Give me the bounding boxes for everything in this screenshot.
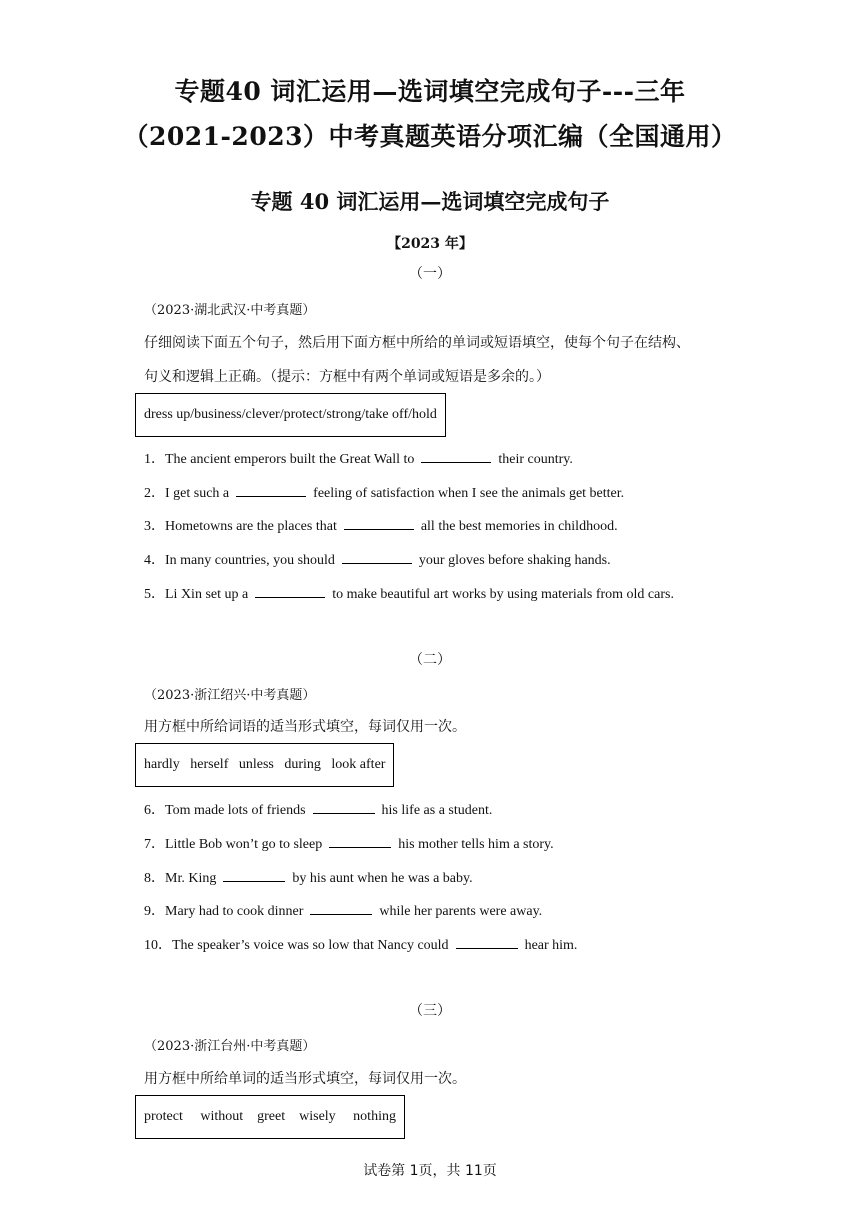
question-item xyxy=(144,583,674,603)
instruction-text: 用方框中所给词语的适当形式填空，每词仅用一次。 xyxy=(144,719,466,735)
question-item xyxy=(144,549,611,569)
question-text: 7．Little Bob won’t go to sleep xyxy=(144,837,323,852)
question-text: to make beautiful art works by using materials from old cars. xyxy=(332,587,674,602)
question-item xyxy=(144,482,624,502)
year-heading: 【2023 年】 xyxy=(387,236,473,252)
question-text: while her parents were away. xyxy=(379,904,543,919)
word-box xyxy=(135,1095,405,1139)
question-text: 10．The speaker’s voice was so low that Nancy could xyxy=(144,938,449,953)
question-text: by his aunt when he was a baby. xyxy=(292,871,473,886)
answer-blank[interactable] xyxy=(421,450,491,463)
answer-blank[interactable] xyxy=(236,484,306,497)
question-text: all the best memories in childhood. xyxy=(420,519,618,534)
section-number: （三） xyxy=(409,1003,451,1019)
question-source: （2023·浙江绍兴·中考真题） xyxy=(144,688,316,703)
question-item xyxy=(144,833,554,853)
word-box-text: protect without greet wisely nothing xyxy=(144,1109,396,1124)
question-text: 5．Li Xin set up a xyxy=(144,587,249,602)
section-number: （二） xyxy=(409,652,451,668)
answer-blank[interactable] xyxy=(310,902,372,915)
question-text: 6．Tom made lots of friends xyxy=(144,803,306,818)
question-text: his mother tells him a story. xyxy=(398,837,554,852)
question-text: 9．Mary had to cook dinner xyxy=(144,904,304,919)
page-footer: 试卷第 1页，共 11页 xyxy=(363,1163,497,1179)
answer-blank[interactable] xyxy=(344,517,414,530)
document-title-line1: 专题40 词汇运用—选词填空完成句子---三年 xyxy=(174,77,686,106)
question-source: （2023·湖北武汉·中考真题） xyxy=(144,303,316,318)
answer-blank[interactable] xyxy=(342,551,412,564)
question-text: 3．Hometowns are the places that xyxy=(144,519,337,534)
question-text: 8．Mr. King xyxy=(144,871,217,886)
question-item xyxy=(144,867,473,887)
answer-blank[interactable] xyxy=(255,585,325,598)
instruction-text: 用方框中所给单词的适当形式填空，每词仅用一次。 xyxy=(144,1071,466,1087)
question-source: （2023·浙江台州·中考真题） xyxy=(144,1039,316,1054)
section-number: （一） xyxy=(409,266,451,282)
answer-blank[interactable] xyxy=(329,835,391,848)
word-box xyxy=(135,393,446,437)
instruction-text: 仔细阅读下面五个句子，然后用下面方框中所给的单词或短语填空，使每个句子在结构、 xyxy=(144,335,690,351)
word-box xyxy=(135,743,394,787)
question-text: feeling of satisfaction when I see the animals get better. xyxy=(313,486,625,501)
answer-blank[interactable] xyxy=(313,801,375,814)
question-text: your gloves before shaking hands. xyxy=(418,553,611,568)
instruction-text: 句义和逻辑上正确。（提示：方框中有两个单词或短语是多余的。） xyxy=(144,369,550,385)
question-item xyxy=(144,799,492,819)
question-item xyxy=(144,515,618,535)
word-box-text: hardly herself unless during look after xyxy=(144,757,386,772)
question-text: 1．The ancient emperors built the Great Wall to xyxy=(144,452,415,467)
question-text: hear him. xyxy=(524,938,578,953)
document-title-line2: （2021-2023）中考真题英语分项汇编（全国通用） xyxy=(123,122,737,151)
answer-blank[interactable] xyxy=(223,869,285,882)
question-item xyxy=(144,934,577,954)
question-text: their country. xyxy=(498,452,573,467)
document-subtitle: 专题 40 词汇运用—选词填空完成句子 xyxy=(250,189,610,214)
question-item xyxy=(144,448,573,468)
question-text: 2．I get such a xyxy=(144,486,230,501)
question-text: 4．In many countries, you should xyxy=(144,553,335,568)
question-text: his life as a student. xyxy=(381,803,493,818)
answer-blank[interactable] xyxy=(456,936,518,949)
question-item xyxy=(144,900,542,920)
word-box-text: dress up/business/clever/protect/strong/take off/hold xyxy=(144,407,437,422)
